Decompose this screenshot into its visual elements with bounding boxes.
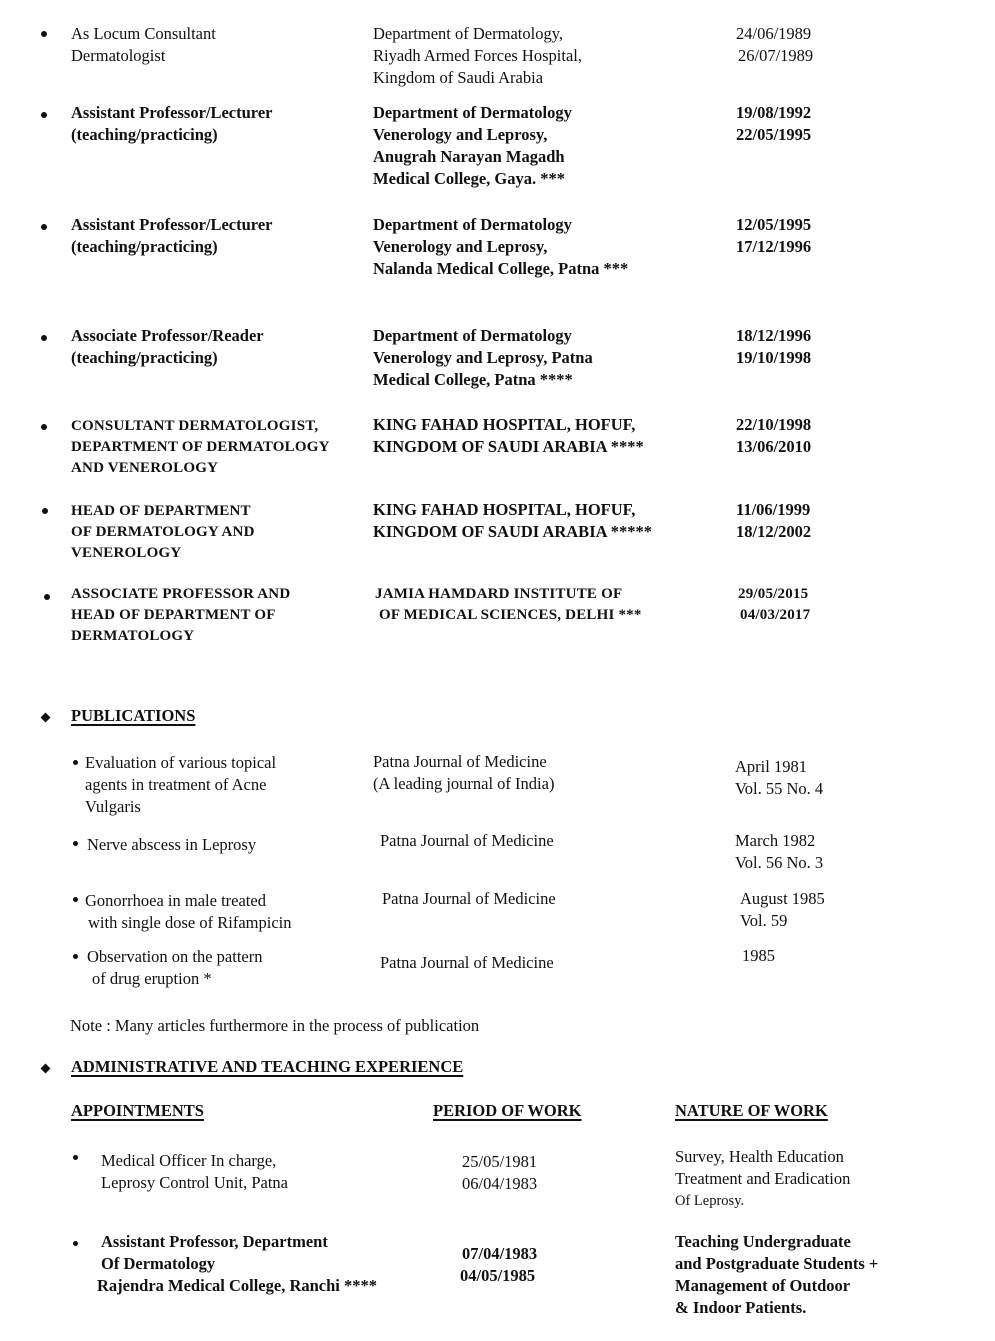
date-line: 1985 [742,946,775,965]
publication-journal [373,751,554,795]
date-line: April 1981 [735,757,807,776]
end-date: 06/04/1983 [462,1174,538,1193]
appointment-line: Rajendra Medical College, Ranchi **** [97,1276,378,1295]
workplace [373,414,644,458]
date-range [736,214,811,258]
position-line: CONSULTANT DERMATOLOGIST, [71,418,319,434]
workplace-line: OF MEDICAL SCIENCES, DELHI *** [379,607,642,623]
nature-line: Management of Outdoor [675,1276,851,1295]
nature-line: & Indoor Patients. [675,1298,807,1317]
end-date: 13/06/2010 [736,437,812,456]
publication-date [735,830,823,874]
nature-line: Treatment and Eradication [675,1169,851,1188]
workplace-line: Riyadh Armed Forces Hospital, [373,46,582,65]
position-title [71,416,330,479]
bullet-icon [73,897,78,902]
workplace-line: KINGDOM OF SAUDI ARABIA **** [373,437,644,456]
position-line: HEAD OF DEPARTMENT [71,503,251,519]
end-date: 04/05/1985 [460,1266,536,1285]
date-range [736,414,811,458]
position-line: HEAD OF DEPARTMENT OF [71,607,276,623]
start-date: 29/05/2015 [738,586,809,602]
publication-title [85,752,276,818]
workplace [373,499,652,543]
position-title [71,501,255,564]
position-line: OF DERMATOLOGY AND [71,524,255,540]
start-date: 11/06/1999 [736,500,811,519]
bullet-icon [41,424,47,430]
appointment [101,1150,288,1194]
journal-line: Patna Journal of Medicine [373,752,547,771]
workplace-line: Department of Dermatology [373,103,572,122]
workplace-line: Department of Dermatology, [373,24,563,43]
date-range [736,102,811,146]
workplace-line: Venerology and Leprosy, [373,125,548,144]
diamond-bullet-icon [41,1064,51,1074]
diamond-bullet-icon [41,713,51,723]
position-title [71,325,264,369]
title-line: agents in treatment of Acne [85,775,267,794]
journal-line: Patna Journal of Medicine [380,831,554,850]
end-date: 17/12/1996 [736,237,812,256]
start-date: 25/05/1981 [462,1152,538,1171]
workplace-line: Department of Dermatology [373,326,572,345]
nature-of-work [675,1146,850,1212]
end-date: 19/10/1998 [736,348,812,367]
nature-line: Survey, Health Education [675,1147,844,1166]
publication-journal [380,830,554,852]
end-date: 26/07/1989 [738,46,814,65]
workplace-line: JAMIA HAMDARD INSTITUTE OF [375,586,623,602]
position-line: (teaching/practicing) [71,125,218,144]
start-date: 24/06/1989 [736,24,812,43]
title-line: Gonorrhoea in male treated [85,891,266,910]
position-line: VENEROLOGY [71,545,182,561]
position-line: AND VENEROLOGY [71,460,219,476]
workplace-line: Kingdom of Saudi Arabia [373,68,544,87]
column-header-appointments: APPOINTMENTS [71,1101,204,1120]
publications-note: Note : Many articles furthermore in the process of publication [70,1016,480,1035]
journal-line: (A leading journal of India) [373,774,555,793]
start-date: 12/05/1995 [736,215,812,234]
publication-date [742,945,775,967]
title-line: with single dose of Rifampicin [88,913,292,932]
nature-line: and Postgraduate Students + [675,1254,879,1273]
nature-of-work [675,1231,878,1319]
workplace [373,214,628,280]
bullet-icon [73,954,78,959]
position-line: As Locum Consultant [71,24,216,43]
period [462,1243,537,1287]
period [462,1151,537,1195]
date-range [736,325,811,369]
appointment-line: Leprosy Control Unit, Patna [101,1173,288,1192]
bullet-icon [41,112,47,118]
journal-line: Patna Journal of Medicine [382,889,556,908]
admin-heading: ADMINISTRATIVE AND TEACHING EXPERIENCE [71,1057,464,1076]
end-date: 18/12/2002 [736,522,812,541]
workplace-line: Medical College, Gaya. *** [373,169,566,188]
appointment-line: Medical Officer In charge, [101,1151,277,1170]
start-date: 07/04/1983 [462,1244,538,1263]
bullet-icon [73,841,78,846]
bullet-icon [73,1241,78,1246]
start-date: 18/12/1996 [736,326,812,345]
workplace-line: Department of Dermatology [373,215,572,234]
position-line: (teaching/practicing) [71,237,218,256]
nature-line: Of Leprosy. [675,1193,745,1209]
workplace-line: Anugrah Narayan Magadh [373,147,565,166]
workplace-line: Venerology and Leprosy, Patna [373,348,593,367]
appointment-line: Assistant Professor, Department [101,1232,328,1251]
workplace [373,23,582,89]
column-header-period: PERIOD OF WORK [433,1101,582,1120]
workplace-line: Venerology and Leprosy, [373,237,548,256]
workplace-line: KING FAHAD HOSPITAL, HOFUF, [373,500,636,519]
position-line: Associate Professor/Reader [71,326,264,345]
nature-line: Teaching Undergraduate [675,1232,851,1251]
workplace [375,584,642,626]
title-line: Observation on the pattern [87,947,263,966]
column-header-nature: NATURE OF WORK [675,1101,828,1120]
title-line: Vulgaris [85,797,141,816]
publication-title [87,834,256,856]
bullet-icon [41,335,47,341]
publications-heading: PUBLICATIONS [71,706,196,725]
workplace-line: Nalanda Medical College, Patna *** [373,259,629,278]
workplace-line: KING FAHAD HOSPITAL, HOFUF, [373,415,636,434]
date-range [738,584,810,626]
position-title [71,102,272,146]
position-title [71,584,290,647]
start-date: 22/10/1998 [736,415,812,434]
title-line: Nerve abscess in Leprosy [87,835,257,854]
publication-date [735,756,823,800]
publication-journal [382,888,556,910]
publication-journal [380,952,554,974]
date-line: Vol. 55 No. 4 [735,779,824,798]
date-line: Vol. 56 No. 3 [735,853,824,872]
bullet-icon [42,508,48,514]
journal-line: Patna Journal of Medicine [380,953,554,972]
end-date: 04/03/2017 [740,607,811,623]
workplace [373,102,572,190]
date-range [736,499,811,543]
position-line: (teaching/practicing) [71,348,218,367]
position-line: DEPARTMENT OF DERMATOLOGY [71,439,330,455]
bullet-icon [41,224,47,230]
publication-date [740,888,825,932]
date-line: Vol. 59 [740,911,788,930]
appointment-line: Of Dermatology [101,1254,216,1273]
end-date: 22/05/1995 [736,125,812,144]
title-line: of drug eruption * [92,969,212,988]
position-title [71,23,216,67]
appointment [97,1231,378,1297]
position-line: Assistant Professor/Lecturer [71,103,273,122]
bullet-icon [41,31,47,37]
workplace [373,325,593,391]
position-line: Assistant Professor/Lecturer [71,215,273,234]
workplace-line: KINGDOM OF SAUDI ARABIA ***** [373,522,652,541]
bullet-icon [73,1155,78,1160]
date-line: August 1985 [740,889,825,908]
date-line: March 1982 [735,831,816,850]
workplace-line: Medical College, Patna **** [373,370,573,389]
position-line: Dermatologist [71,46,166,65]
date-range [736,23,813,67]
position-title [71,214,272,258]
bullet-icon [73,760,78,765]
publication-title [87,946,263,990]
start-date: 19/08/1992 [736,103,812,122]
publication-title [85,890,291,934]
title-line: Evaluation of various topical [85,753,277,772]
position-line: ASSOCIATE PROFESSOR AND [71,586,291,602]
position-line: DERMATOLOGY [71,628,195,644]
bullet-icon [44,594,50,600]
